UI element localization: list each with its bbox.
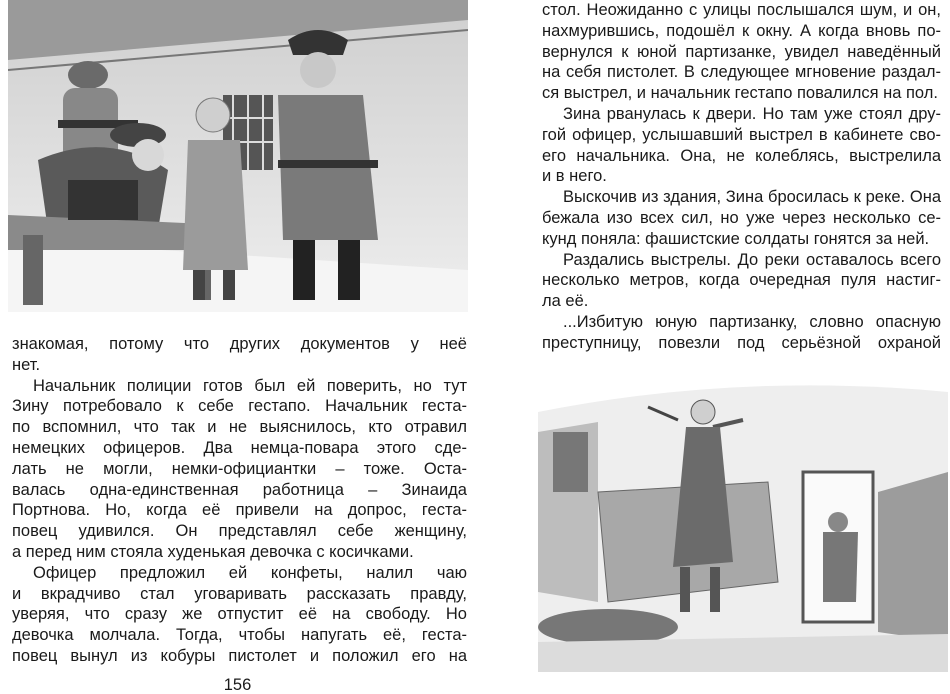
text-line: Офицер предложил ей конфеты, налил чаю bbox=[33, 563, 467, 582]
text-line: лать не могли, немки-официантки – тоже. Оста- bbox=[12, 459, 467, 478]
text-line: Зину потребовало к себе гестапо. Начальник геста- bbox=[12, 397, 467, 416]
text-line: девочка молчала. Тогда, чтобы напугать её, геста- bbox=[12, 626, 467, 645]
text-line: гой офицер, услышавший выстрел в кабинете сво- bbox=[542, 125, 941, 144]
text-line: кунд поняла: фашистские солдаты гонятся за ней. bbox=[542, 229, 930, 248]
illustration-escape bbox=[538, 372, 948, 672]
text-line: и в него. bbox=[542, 167, 607, 186]
text-line: Портнова. Но, когда её привели на допрос, геста- bbox=[12, 501, 467, 520]
text-line: Начальник полиции готов был ей поверить, но тут bbox=[33, 376, 467, 395]
text-line: бежала изо всех сил, но уже через несколько се- bbox=[542, 208, 941, 227]
page-number: 156 bbox=[223, 676, 252, 694]
escape-drawing bbox=[538, 372, 948, 672]
text-line: повец вынул из кобуры пистолет и положил его на bbox=[12, 646, 467, 665]
text-line: а перед ним стояла худенькая девочка с косичками. bbox=[12, 542, 414, 561]
text-line: Зина рванулась к двери. Но там уже стоял дру- bbox=[563, 104, 941, 123]
text-line: ...Избитую юную партизанку, словно опасную bbox=[563, 312, 941, 331]
text-line: нахмурившись, подошёл к окну. А когда вновь по- bbox=[542, 21, 941, 40]
text-line: несколько метров, когда очередная пуля настиг- bbox=[542, 271, 941, 290]
text-line: на себя пистолет. В следующее мгновение раздал- bbox=[542, 63, 941, 82]
left-page-text bbox=[12, 334, 467, 667]
right-page bbox=[475, 0, 950, 693]
right-page-text bbox=[542, 0, 941, 354]
interrogation-drawing bbox=[8, 0, 468, 312]
text-line: и вкрадчиво стал уговаривать рассказать правду, bbox=[12, 584, 467, 603]
text-line: ся выстрел, и начальник гестапо повалился на пол. bbox=[542, 84, 938, 103]
text-line: нет. bbox=[12, 355, 41, 374]
text-line: валась одна-единственная работница – Зинаида bbox=[12, 480, 467, 499]
text-line: его начальника. Она, не колеблясь, выстрелила bbox=[542, 146, 941, 165]
text-line: ла её. bbox=[542, 292, 589, 311]
text-line: стол. Неожиданно с улицы послышался шум, и он, bbox=[542, 1, 941, 19]
text-line: вернулся к юной партизанке, увидел наведённый bbox=[542, 42, 941, 61]
text-line: Выскочив из здания, Зина бросилась к реке. Она bbox=[563, 188, 941, 207]
text-line: знакомая, потому что других документов у неё bbox=[12, 335, 467, 353]
text-line: по вспомнил, что так и не выяснилось, кто отравил bbox=[12, 418, 467, 437]
text-line: преступницу, повезли под серьёзной охраной bbox=[542, 333, 941, 352]
text-line: повец удивился. Он представлял себе женщину, bbox=[12, 522, 467, 541]
illustration-interrogation bbox=[8, 0, 468, 312]
text-line: немецких офицеров. Два немца-повара этого сде- bbox=[12, 438, 467, 457]
text-line: Раздались выстрелы. До реки оставалось всего bbox=[563, 250, 941, 269]
left-page bbox=[0, 0, 475, 693]
text-line: уверяя, что сразу же отпустит её на свободу. Но bbox=[12, 605, 467, 624]
